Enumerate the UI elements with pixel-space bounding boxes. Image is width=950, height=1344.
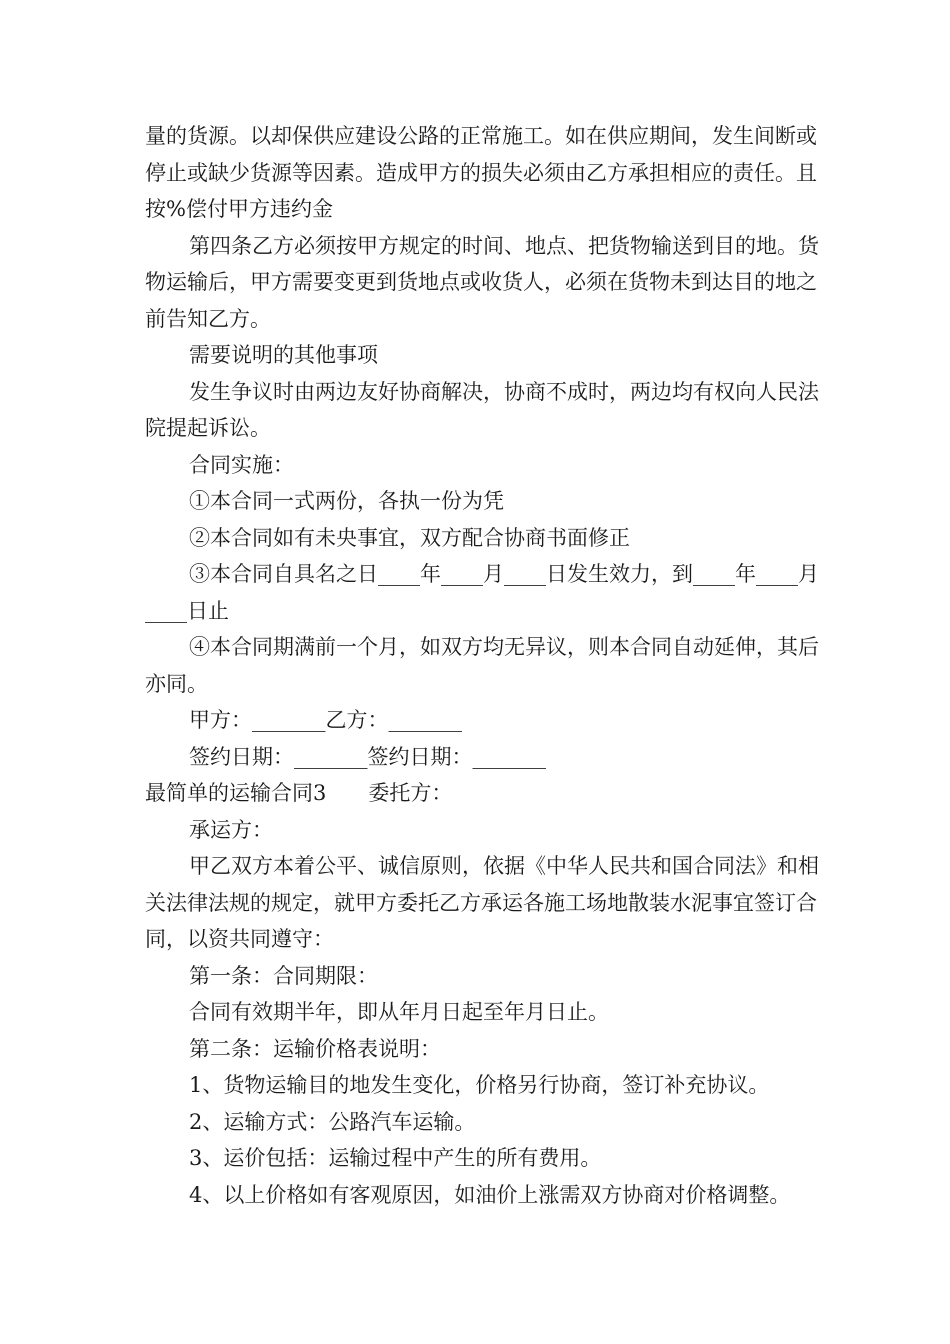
paragraph-clause-1: ①本合同一式两份，各执一份为凭 [189,489,504,513]
paragraph-party-signatures: 甲方：_______乙方：_______ [189,708,462,732]
paragraph-price-item-3: 3、运价包括：运输过程中产生的所有费用。 [189,1146,602,1170]
paragraph-clause-2: ②本合同如有未央事宜，双方配合协商书面修正 [189,525,630,550]
paragraph-preamble: 甲乙双方本着公平、诚信原则，依据《中华人民共和国合同法》和相关法律法规的规定，就甲方委托乙方承运各施工场地散装水泥事宜签订合同，以资共同遵守： [145,854,819,951]
paragraph-price-item-4: 4、以上价格如有客观原因，如油价上涨需双方协商对价格调整。 [189,1182,791,1207]
paragraph-dispute-resolution: 发生争议时由两边友好协商解决，协商不成时，两边均有权向人民法院提起诉讼。 [145,379,819,440]
paragraph-article-one-heading: 第一条：合同期限： [189,963,378,988]
section-heading-contract-3: 最简单的运输合同3 委托方： [145,781,453,805]
document-body [145,118,825,1213]
paragraph-signing-dates: 签约日期：_______签约日期：_______ [189,744,546,769]
paragraph-price-item-1: 1、货物运输目的地发生变化，价格另行协商，签订补充协议。 [189,1073,770,1097]
paragraph-supply-liability: 量的货源。以却保供应建设公路的正常施工。如在供应期间，发生间断或停止或缺少货源等因素。造成甲方的损失必须由乙方承担相应的责任。且按%偿付甲方违约金 [145,124,817,221]
paragraph-article-two-heading: 第二条：运输价格表说明： [189,1036,441,1061]
paragraph-other-matters-heading: 需要说明的其他事项 [189,343,378,367]
paragraph-contract-period: 合同有效期半年，即从年月日起至年月日止。 [189,1000,609,1024]
paragraph-carrier: 承运方： [189,817,273,842]
paragraph-article-four: 第四条乙方必须按甲方规定的时间、地点、把货物输送到目的地。货物运输后，甲方需要变更到货地点或收货人，必须在货物未到达目的地之前告知乙方。 [145,233,819,331]
paragraph-contract-implementation: 合同实施： [189,452,294,477]
paragraph-clause-4: ④本合同期满前一个月，如双方均无异议，则本合同自动延伸，其后亦同。 [145,635,819,696]
paragraph-clause-3: ③本合同自具名之日____年____月____日发生效力，到____年____月____日止 [145,562,819,623]
paragraph-price-item-2: 2、运输方式：公路汽车运输。 [189,1109,476,1134]
